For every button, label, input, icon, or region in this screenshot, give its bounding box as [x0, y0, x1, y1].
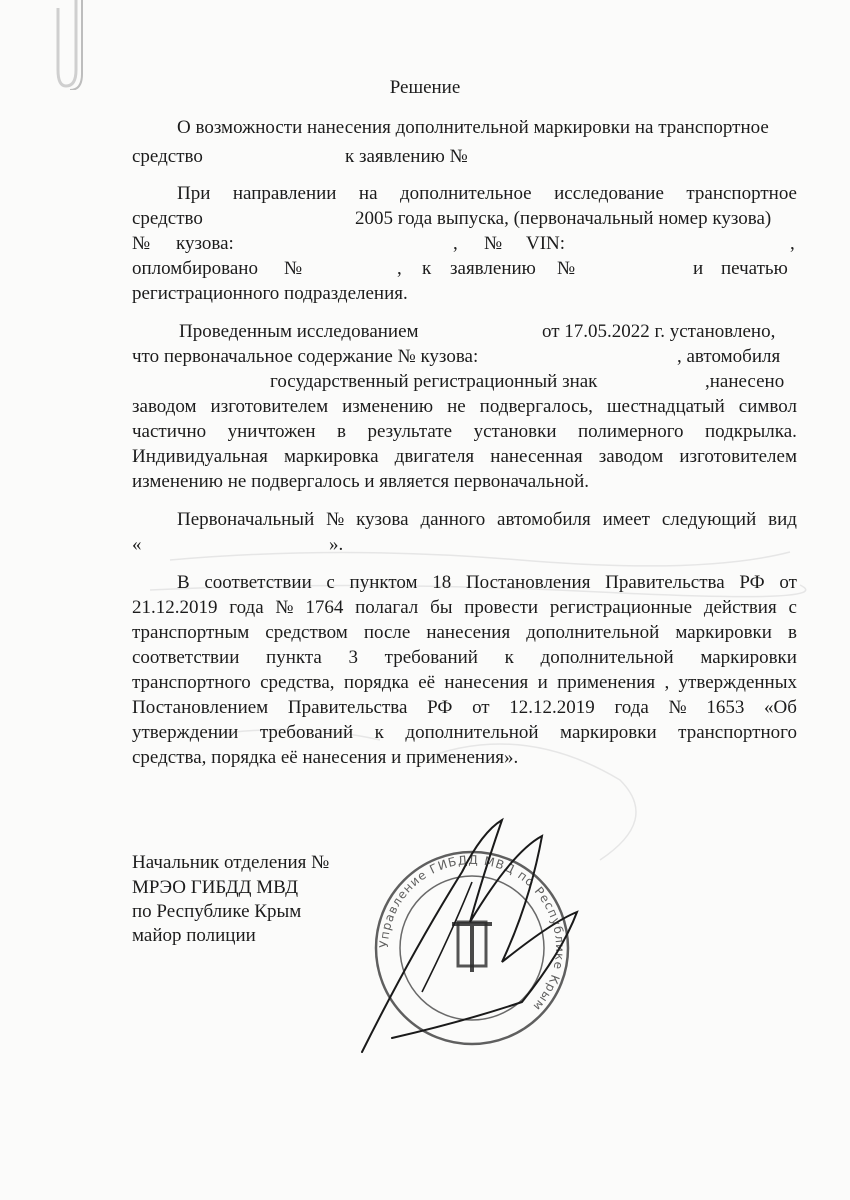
word: транспортное: [686, 183, 797, 204]
word: транспортного: [678, 722, 797, 743]
body-number-label: кузова:: [176, 233, 234, 254]
word: установки: [473, 421, 557, 442]
quote-close: ».: [329, 534, 344, 555]
word: к: [422, 258, 432, 279]
p1-line-4: [132, 258, 797, 280]
word: средства,: [260, 672, 335, 693]
word: символ: [738, 396, 797, 417]
word: нанесения: [444, 672, 529, 693]
word: направлении: [232, 183, 337, 204]
word: Индивидуальная: [132, 446, 268, 467]
word: ,: [790, 233, 795, 254]
word: №: [326, 509, 345, 530]
word: дополнительной: [526, 622, 660, 643]
word: маркировки: [675, 622, 772, 643]
word: частично: [132, 421, 207, 442]
vin-label: VIN:: [526, 233, 566, 254]
word: изменению: [342, 396, 434, 417]
word: РФ: [739, 572, 765, 593]
p3-line-1: [177, 509, 797, 531]
word: «Об: [764, 697, 797, 718]
word: кузова: [356, 509, 409, 530]
word: шестнадцатый: [606, 396, 725, 417]
word: следующий: [661, 509, 757, 530]
plate-label: государственный регистрационный знак: [270, 371, 598, 392]
p4-line-8: средства, порядка её нанесения и применения».: [132, 747, 519, 768]
vehicle-word: , автомобиля: [677, 346, 781, 367]
word: печатью: [721, 258, 788, 279]
word: года: [614, 697, 649, 718]
word: дополнительной: [540, 647, 674, 668]
p4-line-5: [132, 672, 797, 694]
word: №: [284, 258, 303, 279]
word: средством: [265, 622, 348, 643]
word: транспортного: [132, 672, 251, 693]
word: двигателя: [394, 446, 475, 467]
word: данного: [420, 509, 486, 530]
word: При: [177, 183, 211, 204]
p1-line-5: регистрационного подразделения.: [132, 283, 408, 304]
subject-application-label: к заявлению №: [345, 146, 468, 167]
word: 21.12.2019: [132, 597, 218, 618]
word: в: [787, 622, 797, 643]
word: провести: [464, 597, 539, 618]
word: к: [504, 647, 514, 668]
signatory-rank: майор полиции: [132, 925, 256, 946]
word: нанесенная: [490, 446, 583, 467]
word: от: [779, 572, 797, 593]
word: 1653: [706, 697, 745, 718]
p2-line-5: [132, 421, 797, 443]
word: Правительства: [287, 697, 408, 718]
word: опломбировано: [132, 258, 258, 279]
subject-vehicle-label: средство: [132, 146, 203, 167]
word: 3: [348, 647, 358, 668]
study-label: Проведенным исследованием: [179, 321, 419, 342]
word: №: [668, 697, 687, 718]
word: автомобиля: [497, 509, 591, 530]
document-title: Решение: [389, 77, 461, 98]
word: Постановлением: [132, 697, 269, 718]
p4-line-6: [132, 697, 797, 719]
word: порядка: [343, 672, 409, 693]
vehicle-label: средство: [132, 208, 203, 229]
word: транспортным: [132, 622, 250, 643]
subject-line-2: [132, 146, 797, 168]
word: утверждении: [132, 722, 239, 743]
p2-line-2: [132, 346, 797, 368]
word: ,: [664, 672, 670, 693]
word: ,: [453, 233, 458, 254]
p4-line-7: [132, 722, 797, 744]
signatory-position-line-3: по Республике Крым: [132, 901, 302, 922]
word: 12.12.2019: [509, 697, 595, 718]
word: и: [693, 258, 704, 279]
word: ,: [397, 258, 402, 279]
word: ,нанесено: [705, 371, 785, 392]
word: вид: [768, 509, 797, 530]
word: уничтожен: [227, 421, 316, 442]
word: результате: [367, 421, 453, 442]
original-body-label: что первоначальное содержание № кузова:: [132, 346, 479, 367]
word: нанесения: [426, 622, 511, 643]
word: с: [788, 597, 797, 618]
word: подвергалось,: [479, 396, 593, 417]
p1-line-2: [132, 208, 797, 230]
study-date-text: от 17.05.2022 г. установлено,: [542, 321, 776, 342]
word: 18: [432, 572, 452, 593]
word: пунктом: [349, 572, 418, 593]
word: №: [557, 258, 576, 279]
word: на: [358, 183, 378, 204]
word: РФ: [427, 697, 453, 718]
word: имеет: [602, 509, 650, 530]
word: полагал: [355, 597, 419, 618]
word: 1764: [305, 597, 344, 618]
word: пункта: [266, 647, 322, 668]
word: соответствии: [132, 647, 240, 668]
word: заводом: [598, 446, 664, 467]
word: с: [326, 572, 335, 593]
word: применения: [557, 672, 656, 693]
word: бы: [430, 597, 453, 618]
word: требований: [259, 722, 354, 743]
p1-line-1: [177, 183, 797, 205]
p4-line-1: [177, 572, 797, 594]
p2-line-4: [132, 396, 797, 418]
p2-line-6: [132, 446, 797, 468]
word: от: [472, 697, 490, 718]
word: В: [177, 572, 190, 593]
word: маркировка: [283, 446, 379, 467]
word: не: [447, 396, 466, 417]
word: №: [275, 597, 294, 618]
signatory-position-line-2: МРЭО ГИБДД МВД: [132, 877, 299, 898]
word: полимерного: [578, 421, 684, 442]
vehicle-year-text: 2005 года выпуска, (первоначальный номер кузова): [355, 208, 772, 229]
quote-open: «: [132, 534, 142, 555]
p2-line-7: изменению не подвергалось и является первоначальной.: [132, 471, 590, 492]
word: Постановления: [465, 572, 591, 593]
signatory-position-line-1: Начальник отделения №: [132, 852, 330, 873]
word: дополнительной: [405, 722, 539, 743]
word: к: [374, 722, 384, 743]
official-stamp-seal: [352, 812, 592, 1062]
word: действия: [703, 597, 777, 618]
word: изготовителем: [679, 446, 797, 467]
word: утвержденных: [678, 672, 797, 693]
p4-line-4: [132, 647, 797, 669]
word: изготовителем: [210, 396, 329, 417]
subject-line-1: О возможности нанесения дополнительной маркировки на транспортное: [177, 117, 769, 138]
word: требований: [384, 647, 478, 668]
word: после: [363, 622, 411, 643]
word: №: [132, 233, 151, 254]
word: маркировки: [560, 722, 657, 743]
word: заводом: [132, 396, 197, 417]
word: маркировки: [700, 647, 797, 668]
word: Правительства: [605, 572, 725, 593]
word: соответствии: [204, 572, 312, 593]
word: в: [337, 421, 347, 442]
p4-line-3: [132, 622, 797, 644]
p1-line-3: [132, 233, 797, 255]
p4-line-2: [132, 597, 797, 619]
word: дополнительное: [400, 183, 532, 204]
word: исследование: [554, 183, 664, 204]
svg-text:Управление ГИБДД МВД по Респуб: Управление ГИБДД МВД по Республике Крым: [376, 852, 568, 1015]
word: заявлению: [450, 258, 536, 279]
word: года: [229, 597, 264, 618]
word: и: [537, 672, 548, 693]
word: регистрационные: [549, 597, 693, 618]
p3-line-2: [132, 534, 797, 556]
word: Первоначальный: [177, 509, 315, 530]
word: №: [484, 233, 503, 254]
word: подкрылка.: [705, 421, 797, 442]
word: её: [418, 672, 436, 693]
